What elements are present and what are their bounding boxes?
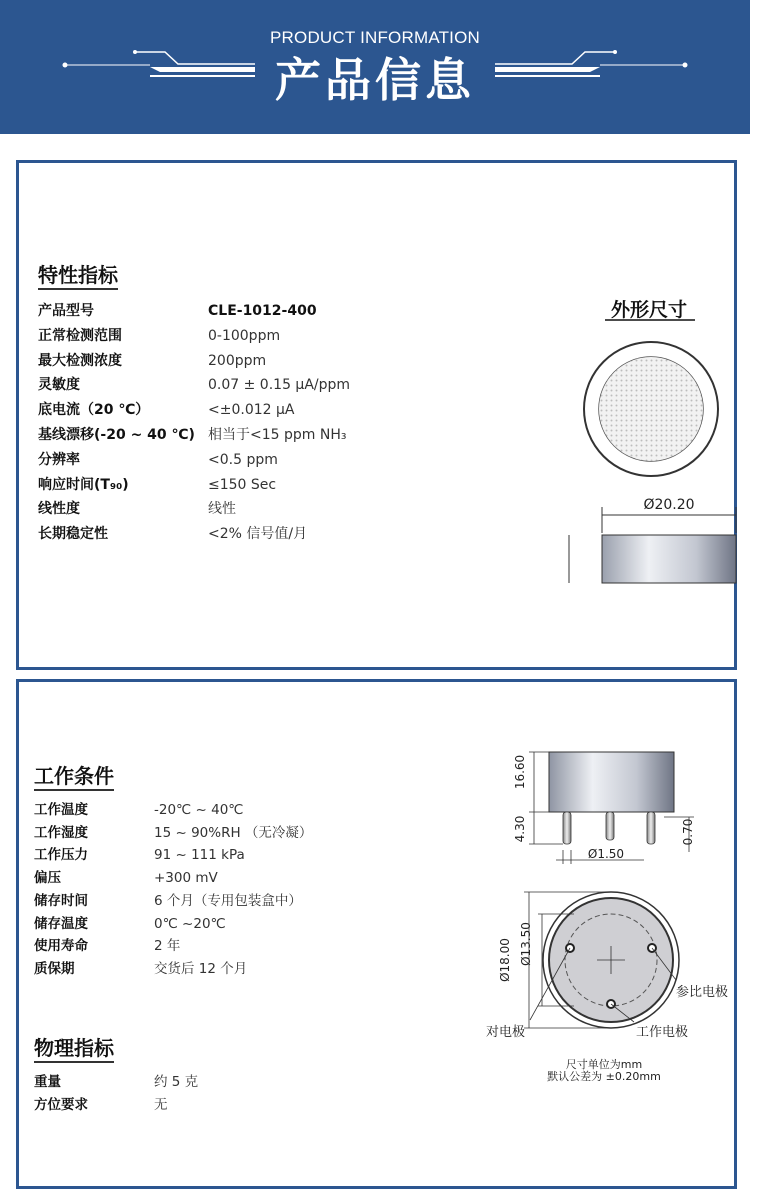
condition-label: 质保期 <box>34 960 75 977</box>
condition-label: 偏压 <box>34 870 61 887</box>
banner-subtitle: PRODUCT INFORMATION <box>270 28 480 47</box>
banner-title: 产品信息 <box>275 53 475 107</box>
characteristic-row <box>38 400 518 420</box>
characteristic-value: 相当于<15 ppm NH₃ <box>208 427 347 443</box>
condition-row <box>34 936 514 956</box>
characteristic-label: 基线漂移(-20 ~ 40 ℃) <box>38 427 195 443</box>
condition-value: 2 年 <box>154 938 181 955</box>
height-top-label: 16.60 <box>513 754 527 790</box>
characteristic-value: CLE-1012-400 <box>208 303 317 319</box>
characteristic-label: 正常检测范围 <box>38 327 122 344</box>
characteristic-row <box>38 475 518 495</box>
work-electrode-label: 工作电极 <box>636 1025 689 1040</box>
condition-row <box>34 868 514 888</box>
characteristic-value: <±0.012 μA <box>208 402 295 419</box>
inner-diameter-label: Ø13.50 <box>519 922 533 966</box>
characteristic-row <box>38 524 518 544</box>
physical-row <box>34 1072 514 1092</box>
condition-value: 15 ~ 90%RH （无冷凝） <box>154 824 313 841</box>
condition-value: -20℃ ~ 40℃ <box>154 802 244 818</box>
characteristic-value: 0.07 ± 0.15 μA/ppm <box>208 377 351 394</box>
sensor-side-view <box>602 535 736 583</box>
condition-row <box>34 823 514 843</box>
unit-note: 尺寸单位为mm <box>565 1058 643 1071</box>
condition-label: 储存时间 <box>34 892 88 909</box>
pin-height-label: 4.30 <box>513 815 527 843</box>
physical-row <box>34 1095 514 1115</box>
condition-row <box>34 800 514 820</box>
condition-row <box>34 959 514 979</box>
condition-value: 6 个月（专用包装盒中） <box>154 892 302 909</box>
tolerance-note: 默认公差为 ±0.20mm <box>547 1070 661 1083</box>
characteristic-row <box>38 301 518 321</box>
characteristics-panel <box>16 160 737 670</box>
characteristic-label: 产品型号 <box>38 303 94 319</box>
characteristic-label: 线性度 <box>38 501 80 518</box>
pin-diameter-label: Ø1.50 <box>587 847 625 861</box>
characteristic-value: <0.5 ppm <box>208 451 278 468</box>
sensor-body <box>549 752 674 812</box>
condition-label: 工作湿度 <box>34 824 88 841</box>
dimensions-title: 外形尺寸 <box>610 299 688 321</box>
physical-label: 方位要求 <box>34 1097 88 1113</box>
characteristic-label: 响应时间(T₉₀) <box>38 476 129 493</box>
diameter-label: Ø20.20 <box>643 497 695 513</box>
sensor-pin <box>563 812 571 844</box>
condition-row <box>34 845 514 865</box>
header-banner <box>0 0 750 134</box>
characteristic-label: 灵敏度 <box>38 377 80 394</box>
characteristic-row <box>38 351 518 371</box>
characteristic-label: 分辨率 <box>38 451 80 468</box>
condition-row <box>34 914 514 934</box>
sensor-pin <box>647 812 655 844</box>
condition-label: 储存温度 <box>34 915 88 932</box>
condition-value: 0℃ ~20℃ <box>154 915 226 932</box>
characteristic-value: 0-100ppm <box>208 327 281 344</box>
characteristic-row <box>38 499 518 519</box>
characteristic-label: 最大检测浓度 <box>38 352 122 369</box>
condition-value: 91 ~ 111 kPa <box>154 847 245 864</box>
condition-value: 交货后 12 个月 <box>154 960 248 977</box>
characteristic-label: 长期稳定性 <box>38 526 108 543</box>
condition-row <box>34 891 514 911</box>
conditions-panel <box>16 679 737 1189</box>
physical-label: 重量 <box>34 1074 61 1090</box>
condition-label: 使用寿命 <box>34 938 88 955</box>
outer-diameter-label: Ø18.00 <box>498 938 512 982</box>
characteristics-title: 特性指标 <box>38 263 118 290</box>
characteristic-row <box>38 450 518 470</box>
condition-label: 工作温度 <box>34 802 88 818</box>
dimension-drawing-bottom <box>464 742 729 1102</box>
characteristic-value: 200ppm <box>208 352 267 369</box>
physical-value: 约 5 克 <box>154 1074 199 1090</box>
characteristic-value: <2% 信号值/月 <box>208 526 308 543</box>
physical-value: 无 <box>154 1097 168 1113</box>
sensor-pin <box>606 812 614 840</box>
characteristic-value: 线性 <box>208 501 236 518</box>
counter-electrode-label: 对电极 <box>486 1025 526 1040</box>
physical-title: 物理指标 <box>34 1036 114 1063</box>
dimension-drawing-top <box>559 283 759 583</box>
ref-electrode-label: 参比电极 <box>676 985 729 1000</box>
condition-value: +300 mV <box>154 870 218 887</box>
characteristic-row <box>38 425 518 445</box>
characteristic-row <box>38 326 518 346</box>
pin-gap-label: 0.70 <box>681 818 695 846</box>
conditions-title: 工作条件 <box>34 764 114 791</box>
characteristic-label: 底电流（20 ℃） <box>38 402 150 419</box>
condition-label: 工作压力 <box>34 847 88 864</box>
characteristic-value: ≤150 Sec <box>208 476 277 493</box>
characteristic-row <box>38 375 518 395</box>
